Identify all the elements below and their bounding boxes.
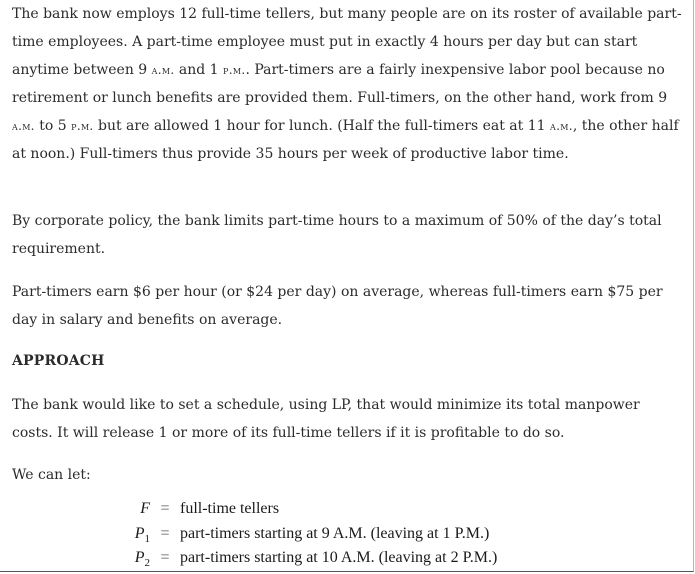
text-run: to 5 bbox=[39, 118, 67, 134]
variable-symbol: F bbox=[140, 500, 150, 517]
variable-description: full-time tellers bbox=[180, 500, 280, 517]
variable-row bbox=[124, 500, 497, 525]
time-am: a.m. bbox=[151, 63, 175, 77]
paragraph-let: We can let: bbox=[12, 467, 91, 483]
text-run: but are allowed 1 hour for lunch. (Half the full-timers eat at 11 bbox=[98, 118, 546, 134]
variable-row bbox=[124, 549, 497, 574]
equals-sign: = bbox=[160, 500, 170, 517]
variable-description: part-timers starting at 9 A.M. (leaving at 1 P.M.) bbox=[180, 524, 490, 542]
paragraph-staffing bbox=[12, 0, 684, 168]
variable-definitions bbox=[124, 500, 497, 574]
variable-symbol: $P_1$ bbox=[134, 524, 150, 545]
equals-sign: = bbox=[160, 549, 170, 566]
section-heading: APPROACH bbox=[12, 353, 105, 369]
text-run: and 1 bbox=[178, 62, 219, 78]
text-run: . Part-timers are a fairly inexpensive labor pool because no retirement or lunch benefits are provided them. Full-timers, on the other hand, work from 9 bbox=[12, 62, 668, 106]
time-am: a.m. bbox=[550, 119, 573, 133]
paragraph-approach: The bank would like to set a schedule, using LP, that would minimize its total manpower costs. It will release 1 or more of its full-time tellers if it is profitable to do so. bbox=[12, 397, 640, 441]
paragraph-policy: By corporate policy, the bank limits part-time hours to a maximum of 50% of the day’s total requirement. bbox=[12, 213, 662, 257]
time-am: a.m. bbox=[12, 119, 35, 133]
equals-sign: = bbox=[160, 524, 170, 542]
paragraph-wages: Part-timers earn $6 per hour (or $24 per day) on average, whereas full-timers earn $75 per day in salary and benefits on average. bbox=[12, 284, 663, 328]
time-pm: p.m. bbox=[71, 119, 94, 133]
text-run: , the other half at noon.) Full-timers thus provide 35 hours per week of productive labor time. bbox=[12, 118, 679, 162]
variable-description: part-timers starting at 10 A.M. (leaving at 2 P.M.) bbox=[180, 549, 498, 566]
variable-symbol: $P_2$ bbox=[134, 549, 150, 570]
time-pm: p.m. bbox=[223, 63, 246, 77]
text-run: The bank now employs 12 full-time tellers, but many people are on its roster of available part-time employees. A part-time employee must put in exactly 4 hours per day but can start anytime between 9 bbox=[12, 6, 682, 78]
variable-row bbox=[124, 525, 497, 550]
